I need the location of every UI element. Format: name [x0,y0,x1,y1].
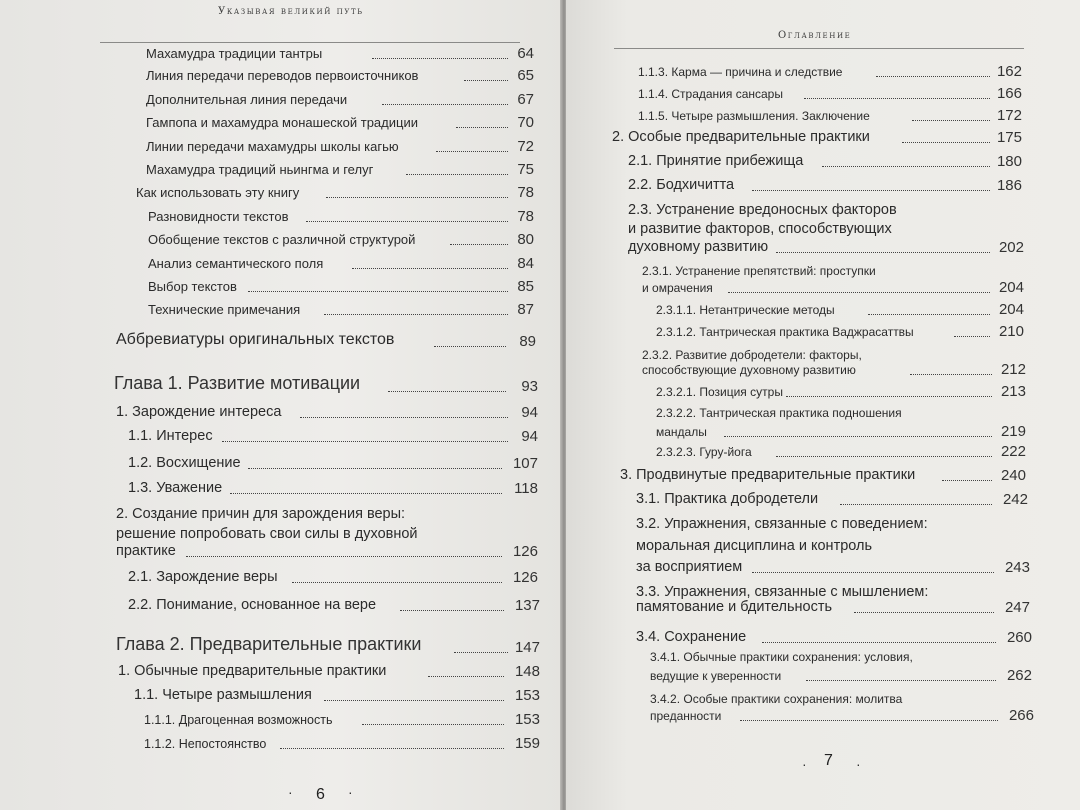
folio-ornament: · [856,756,861,772]
toc-chapter[interactable]: Глава 2. Предварительные практики 147 [116,634,540,656]
toc-entry[interactable]: Гампопа и махамудра монашеской традиции 70 [146,114,534,131]
toc-entry-line: 3.2. Упражнения, связанные с поведением: [636,516,928,532]
toc-entry[interactable]: 2.2. Бодхичитта 186 [628,177,1022,194]
folio-ornament: · [802,756,807,772]
toc-entry[interactable]: способствующие духовному развитию 212 [642,361,1026,378]
toc-entry[interactable]: Разновидности текстов 78 [148,208,534,225]
toc-entry[interactable]: 1.1.5. Четыре размышления. Заключение 172 [638,107,1022,124]
toc-entry[interactable]: 1.1. Четыре размышления 153 [134,687,540,704]
toc-entry-line: решение попробовать свои силы в духовной [116,526,418,542]
toc-entry[interactable]: мандалы 219 [656,423,1026,440]
toc-entry[interactable]: 2.3.2.1. Позиция сутры 213 [656,383,1026,400]
toc-entry-major[interactable]: Аббревиатуры оригинальных текстов 89 [116,331,536,350]
toc-entry-line: моральная дисциплина и контроль [636,538,873,554]
running-head-right: Оглавление [778,30,852,41]
toc-entry[interactable]: 2.1. Принятие прибежища 180 [628,153,1022,170]
toc-entry-line: 3.4.2. Особые практики сохранения: молитва [650,692,903,706]
toc-entry[interactable]: Линия передачи переводов первоисточников 65 [146,67,534,84]
toc-entry[interactable]: практике 126 [116,543,538,560]
toc-entry[interactable]: 2.3.1.1. Нетантрические методы 204 [656,301,1024,318]
toc-entry-line: 2.3.1. Устранение препятствий: проступки [642,264,876,278]
running-head-left: Указывая великий путь [218,6,364,17]
toc-entry[interactable]: Дополнительная линия передачи 67 [146,91,534,108]
toc-entry[interactable]: 2. Особые предварительные практики 175 [612,129,1022,146]
toc-entry[interactable]: 3.4. Сохранение 260 [636,629,1032,646]
toc-entry[interactable]: 1.1.3. Карма — причина и следствие 162 [638,63,1022,80]
toc-entry[interactable]: и омрачения 204 [642,279,1024,296]
toc-chapter[interactable]: Глава 1. Развитие мотивации 93 [114,373,538,395]
toc-entry[interactable]: 1.2. Восхищение 107 [128,455,538,472]
toc-entry[interactable]: 1.1.1. Драгоценная возможность 153 [144,711,540,728]
toc-entry[interactable]: 1.3. Уважение 118 [128,480,538,497]
toc-entry[interactable]: 3.1. Практика добродетели 242 [636,491,1028,508]
toc-entry[interactable]: 1.1.2. Непостоянство 159 [144,735,540,752]
toc-entry[interactable]: 2.3.1.2. Тантрическая практика Ваджрасаттвы 210 [656,323,1024,340]
toc-entry-line: и развитие факторов, способствующих [628,221,892,237]
toc-entry[interactable]: за восприятием 243 [636,559,1030,576]
toc-entry-line: 2. Создание причин для зарождения веры: [116,506,406,522]
head-rule-right [614,48,1024,49]
toc-entry[interactable]: Линии передачи махамудры школы кагью 72 [146,138,534,155]
toc-entry[interactable]: ведущие к уверенности 262 [650,667,1032,684]
toc-entry-line: 2.3.2.2. Тантрическая практика подношения [656,406,902,420]
page-number-right: 7 [824,752,833,769]
toc-entry[interactable]: Анализ семантического поля 84 [148,255,534,272]
page-number-left: 6 [316,786,325,803]
toc-entry[interactable]: Махамудра традиции тантры 64 [146,45,534,62]
toc-entry[interactable]: преданности 266 [650,707,1034,724]
toc-entry-line: 2.3.2. Развитие добродетели: факторы, [642,348,862,362]
toc-entry[interactable]: 2.2. Понимание, основанное на вере 137 [128,597,540,614]
folio-ornament: · [348,784,353,800]
toc-entry[interactable]: памятование и бдительность 247 [636,599,1030,616]
toc-entry-line: 3.3. Упражнения, связанные с мышлением: [636,584,929,600]
toc-entry[interactable]: духовному развитию 202 [628,239,1024,256]
toc-entry[interactable]: 1. Обычные предварительные практики 148 [118,663,540,680]
toc-entry[interactable]: 3. Продвинутые предварительные практики 240 [620,467,1026,484]
toc-entry[interactable]: 1. Зарождение интереса 94 [116,404,538,421]
toc-entry[interactable]: Технические примечания 87 [148,301,534,318]
toc-entry[interactable]: Обобщение текстов с различной структурой 80 [148,231,534,248]
toc-entry[interactable]: 1.1. Интерес 94 [128,428,538,445]
toc-entry[interactable]: Махамудра традиций ньингма и гелуг 75 [146,161,534,178]
toc-entry[interactable]: 2.3.2.3. Гуру-йога 222 [656,443,1026,460]
right-page [566,0,1080,810]
toc-entry-line: 2.3. Устранение вредоносных факторов [628,202,897,218]
toc-entry[interactable]: Выбор текстов 85 [148,278,534,295]
toc-entry-line: 3.4.1. Обычные практики сохранения: условия, [650,650,913,664]
toc-entry[interactable]: 2.1. Зарождение веры 126 [128,569,538,586]
toc-entry[interactable]: Как использовать эту книгу 78 [136,184,534,201]
toc-entry[interactable]: 1.1.4. Страдания сансары 166 [638,85,1022,102]
folio-ornament: · [288,784,293,800]
